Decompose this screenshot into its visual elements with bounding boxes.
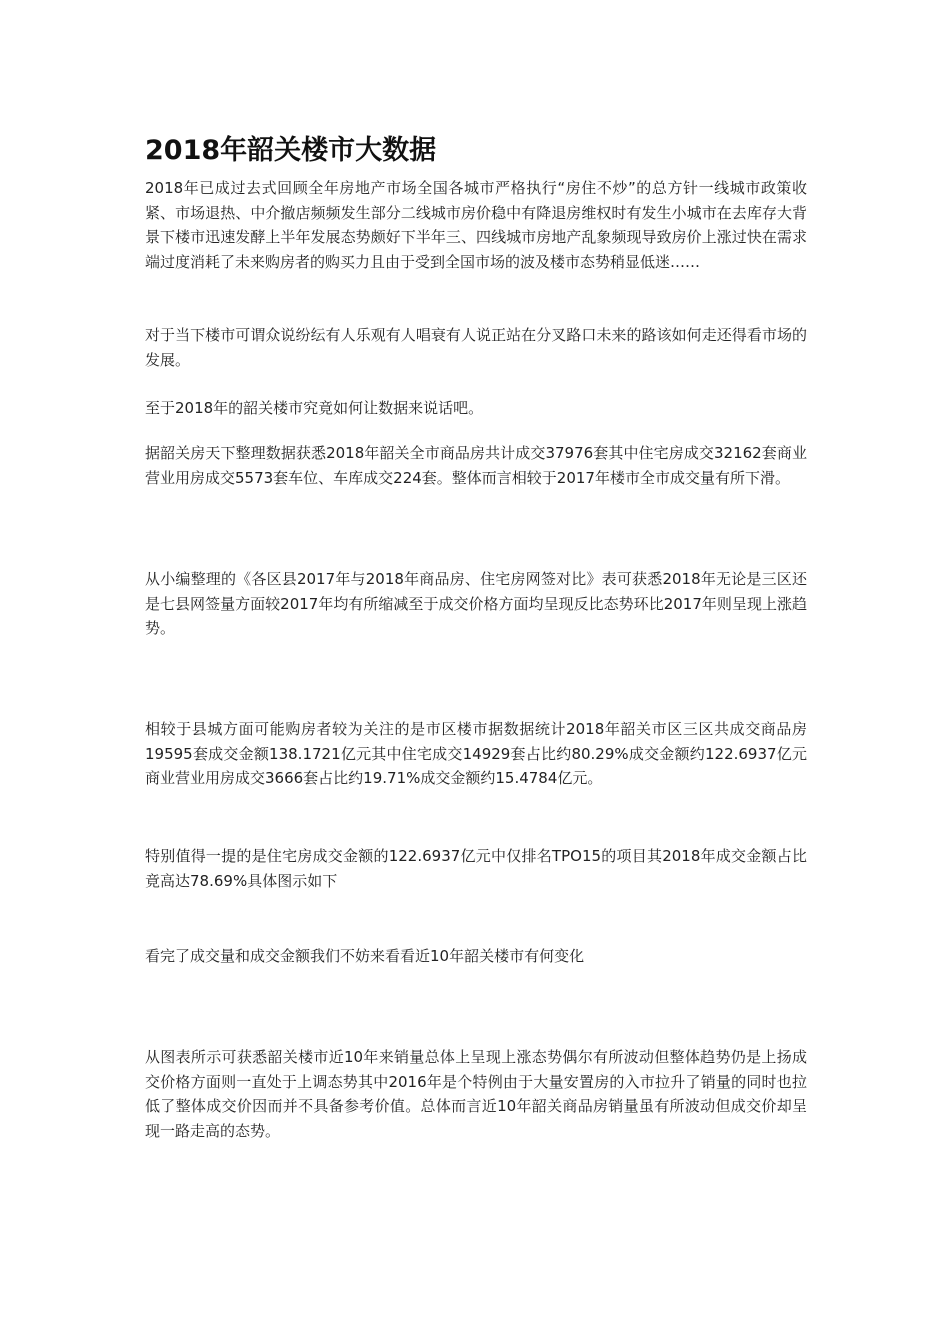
paragraph-market-views: 对于当下楼市可谓众说纷纭有人乐观有人唱衰有人说正站在分叉路口未来的路该如何走还得看市场的发展。 bbox=[145, 326, 807, 369]
paragraph-urban-districts: 相较于县城方面可能购房者较为关注的是市区楼市据数据统计2018年韶关市区三区共成交商品房19595套成交金额138.1721亿元其中住宅成交14929套占比约80.29%成交金额约122.6937亿元商业营业用房成交3666套占比约19.71%成交金额约15.4784亿元。 bbox=[145, 720, 807, 787]
paragraph-ten-year-intro: 看完了成交量和成交金额我们不妨来看看近10年韶关楼市有何变化 bbox=[145, 947, 585, 965]
paragraph-intro: 2018年已成过去式回顾全年房地产市场全国各城市严格执行“房住不炒”的总方针一线城市政策收紧、市场退热、中介撤店频频发生部分二线城市房价稳中有降退房维权时有发生小城市在去库存大背景下楼市迅速发酵上半年发展态势颇好下半年三、四线城市房地产乱象频现导致房价上涨过快在需求端过度消耗了未来购房者的购买力且由于受到全国市场的波及楼市态势稍显低迷…… bbox=[145, 179, 807, 271]
paragraph-district-comparison: 从小编整理的《各区县2017年与2018年商品房、住宅房网签对比》表可获悉2018年无论是三区还是七县网签量方面较2017年均有所缩减至于成交价格方面均呈现反比态势环比2017年则呈现上涨趋势。 bbox=[145, 570, 807, 637]
paragraph-top15-projects: 特别值得一提的是住宅房成交金额的122.6937亿元中仅排名TPO15的项目其2018年成交金额占比竟高达78.69%具体图示如下 bbox=[145, 847, 807, 890]
paragraph-ten-year-trend: 从图表所示可获悉韶关楼市近10年来销量总体上呈现上涨态势偶尔有所波动但整体趋势仍是上扬成交价格方面则一直处于上调态势其中2016年是个特例由于大量安置房的入市拉升了销量的同时也拉低了整体成交价因而并不具备参考价值。总体而言近10年韶关商品房销量虽有所波动但成交价却呈现一路走高的态势。 bbox=[145, 1048, 807, 1140]
paragraph-data-intro: 至于2018年的韶关楼市究竟如何让数据来说话吧。 bbox=[145, 399, 484, 417]
page-title: 2018年韶关楼市大数据 bbox=[145, 135, 437, 166]
paragraph-citywide-sales: 据韶关房天下整理数据获悉2018年韶关全市商品房共计成交37976套其中住宅房成交32162套商业营业用房成交5573套车位、车库成交224套。整体而言相较于2017年楼市全市成交量有所下滑。 bbox=[145, 444, 807, 487]
